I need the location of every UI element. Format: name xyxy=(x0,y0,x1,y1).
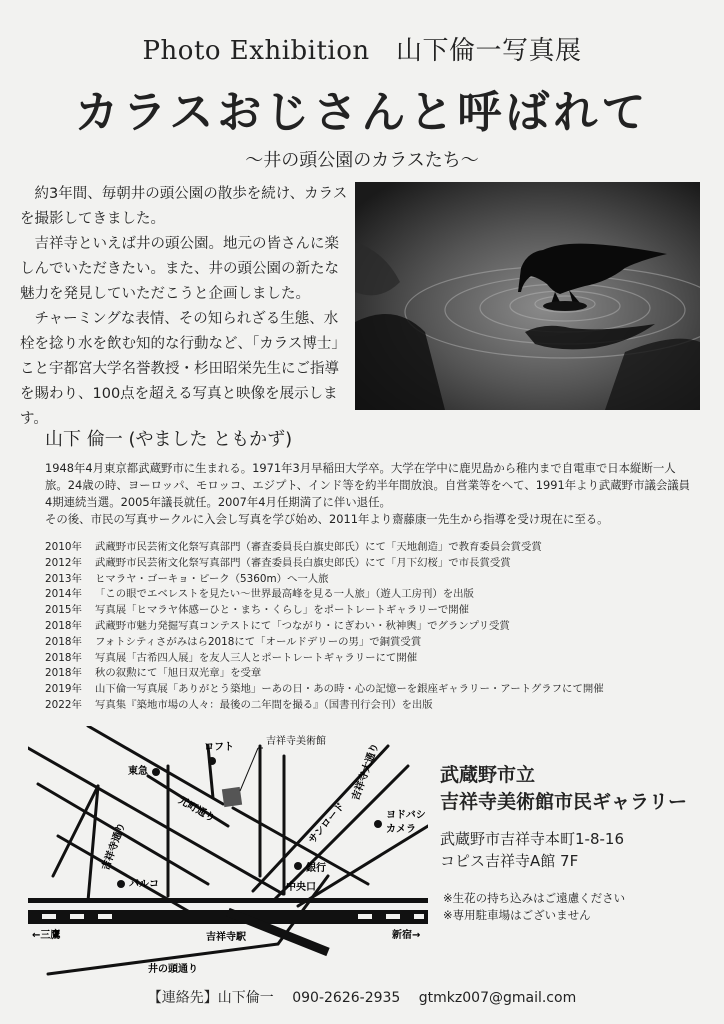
venue-building: コピス吉祥寺A館 7F xyxy=(440,852,579,870)
history-text: 山下倫一写真展「ありがとう築地」ーあの日・あの時・心の記憶ーを銀座ギャラリー・アートグラフにて開催 xyxy=(95,683,604,696)
history-text: 武蔵野市民芸術文化祭写真部門（審査委員長白旗史郎氏）にて「月下幻桜」で市長賞受賞 xyxy=(95,556,511,569)
history-text: 武蔵野市民芸術文化祭写真部門（審査委員長白旗史郎氏）にて「天地創造」で教育委員会賞受賞 xyxy=(95,541,542,553)
history-row xyxy=(45,556,705,572)
venue-info xyxy=(440,762,720,872)
history-row xyxy=(45,635,705,651)
contact-line xyxy=(0,987,724,1007)
map-label-kichijoji-dori: 吉祥寺通り xyxy=(100,821,128,873)
history-year: 2014年 xyxy=(45,588,82,601)
history-row xyxy=(45,540,705,556)
history-year: 2010年 xyxy=(45,541,82,553)
history-year: 2018年 xyxy=(45,667,82,680)
access-map xyxy=(28,726,428,988)
notes xyxy=(443,890,625,924)
history-row xyxy=(45,619,705,635)
main-title: カラスおじさんと呼ばれて xyxy=(74,87,650,138)
map-label-station: 吉祥寺駅 xyxy=(206,932,246,943)
venue-line1: 武蔵野市立 xyxy=(440,764,536,786)
history-text: 秋の叙勲にて「旭日双光章」を受章 xyxy=(95,667,262,680)
map-label-bank: 銀行 xyxy=(306,863,326,874)
intro-paragraph: 約3年間、毎朝井の頭公園の散歩を続け、カラスを撮影してきました。 xyxy=(20,186,348,227)
artist-bio xyxy=(45,460,695,528)
map-label-parco: パルコ xyxy=(129,879,159,890)
history-row xyxy=(45,651,705,667)
venue-address: 武蔵野市吉祥寺本町1-8-16 xyxy=(440,830,624,848)
intro-paragraph: 吉祥寺といえば井の頭公園。地元の皆さんに楽しんでいただきたい。また、井の頭公園の新たな魅力を発見していただこうと企画しました。 xyxy=(20,236,339,302)
bio-paragraph: 1948年4月東京都武蔵野市に生まれる。1971年3月早稲田大学卒。大学在学中に鹿児島から稚内まで自電車で日本縦断一人旅。24歳の時、ヨーロッパ、モロッコ、エジプト、インド等を約半年間放浪。自営業等をへて、1991年より武蔵野市議会議員4期連続当選。2005年議長就任。2007年4月任期満了に伴い退任。 xyxy=(45,461,691,509)
japanese-title: 山下倫一写真展 xyxy=(395,36,582,66)
history-row xyxy=(45,698,705,714)
history-text: 写真展「ヒマラヤ体感ーひと・まち・くらし」をポートレートギャラリーで開催 xyxy=(95,604,470,617)
map-label-shinjuku: 新宿→ xyxy=(392,930,421,941)
history-text: 「この眼でエベレストを見たい～世界最高峰を見る一人旅」（遊人工房刊）を出版 xyxy=(95,588,474,601)
history-year: 2013年 xyxy=(45,572,82,585)
map-label-museum: 吉祥寺美術館 xyxy=(266,736,326,747)
history-year: 2018年 xyxy=(45,619,82,632)
history-year: 2018年 xyxy=(45,635,82,648)
history-text: 写真集『築地市場の人々：最後の二年間を撮る』（国書刊行会刊）を出版 xyxy=(95,698,433,711)
contact-label: 【連絡先】山下倫一 xyxy=(147,990,274,1006)
history-year: 2019年 xyxy=(45,683,82,696)
contact-phone[interactable]: 090-2626-2935 xyxy=(292,990,401,1006)
history-text: ヒマラヤ・ゴーキョ・ピーク（5360m）へ一人旅 xyxy=(95,572,329,585)
intro-text xyxy=(20,182,348,432)
english-title: Photo Exhibition xyxy=(142,36,370,66)
subtitle: ～井の頭公園のカラスたち～ xyxy=(245,150,479,171)
history-row xyxy=(45,603,705,619)
map-label-mitaka: ←三鷹 xyxy=(32,930,61,941)
map-label-sunroad: サンロード xyxy=(306,800,348,846)
bio-paragraph: その後、市民の写真サークルに入会し写真を学び始め、2011年より齋藤康一先生から指導を受け現在に至る。 xyxy=(45,512,609,526)
map-label-yodobashi: ヨドバシ xyxy=(386,810,426,821)
history-year: 2012年 xyxy=(45,556,82,569)
intro-paragraph: チャーミングな表情、その知られざる生態、水栓を捻り水を飲む知的な行動など、「カラス博士」こと宇都宮大学名誉教授・杉田昭栄先生にご指導を賜わり、100点を超える写真と映像を展示します。 xyxy=(20,311,346,427)
map-label-camera: カメラ xyxy=(386,824,416,835)
map-label-tokyu: 東急 xyxy=(128,766,148,777)
history-text: 写真展「古希四人展」を友人三人とポートレートギャラリーにて開催 xyxy=(95,651,418,664)
history-list xyxy=(45,540,705,714)
museum-marker xyxy=(222,787,242,807)
note-item: ※生花の持ち込みはご遠慮ください xyxy=(443,891,626,905)
history-row xyxy=(45,572,705,588)
history-year: 2018年 xyxy=(45,651,82,664)
history-text: 武蔵野市魅力発掘写真コンテストにて「つながり・にぎわい・秋神輿」でグランプリ受賞 xyxy=(95,619,510,632)
history-year: 2022年 xyxy=(45,698,82,711)
history-row xyxy=(45,666,705,682)
history-row xyxy=(45,682,705,698)
map-label-kichijoji-oodori: 吉祥寺大通り xyxy=(350,741,382,803)
crow-photo xyxy=(355,182,700,410)
exhibition-header xyxy=(0,30,724,67)
contact-email[interactable]: gtmkz007@gmail.com xyxy=(418,990,577,1006)
map-label-loft: ロフト xyxy=(204,742,234,753)
map-label-inokashira: 井の頭通り xyxy=(148,964,198,975)
map-label-chuoguchi: 中央口 xyxy=(286,882,316,893)
artist-name: 山下 倫一 (やました ともかず) xyxy=(45,429,293,450)
map-label-motomachi: 元町通り xyxy=(176,795,217,825)
note-item: ※専用駐車場はございません xyxy=(443,908,591,922)
history-year: 2015年 xyxy=(45,604,82,617)
history-text: フォトシティさがみはら2018にて「オールドデリーの男」で銅賞受賞 xyxy=(95,635,422,648)
history-row xyxy=(45,587,705,603)
venue-line2: 吉祥寺美術館市民ギャラリー xyxy=(440,791,688,813)
